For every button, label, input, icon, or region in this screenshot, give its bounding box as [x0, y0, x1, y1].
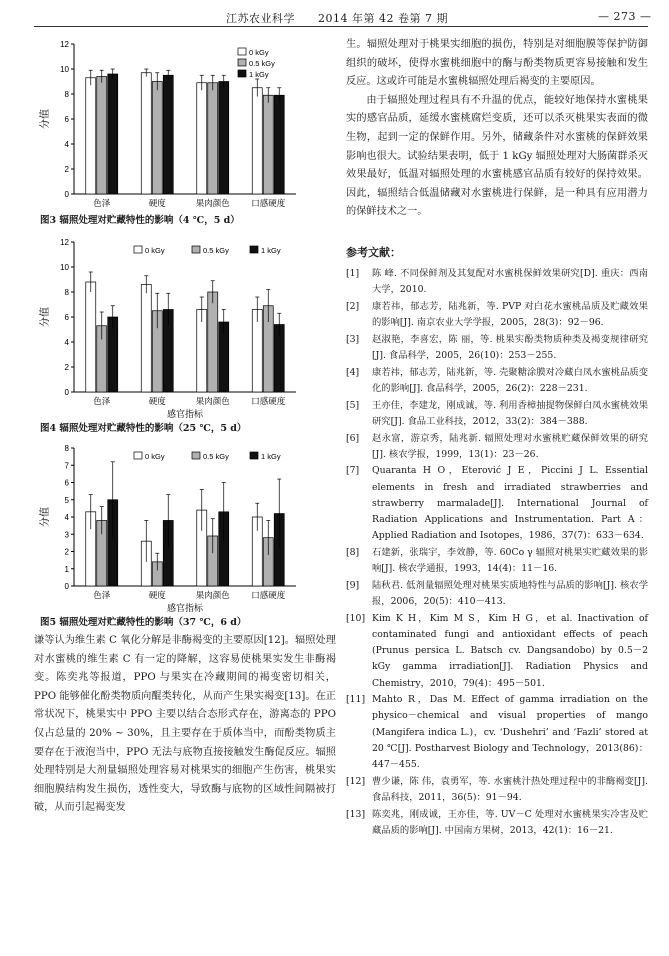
reference-number: [6] — [346, 432, 360, 444]
reference-item — [346, 398, 648, 430]
y-tick-label: 4 — [64, 140, 69, 149]
legend-swatch — [250, 452, 258, 459]
header-rule — [34, 26, 648, 27]
y-tick-label: 8 — [64, 90, 69, 99]
x-axis-label: 感官指标 — [166, 603, 204, 613]
legend-swatch — [134, 452, 142, 459]
figure-3-caption: 图3 辐照处理对贮藏特性的影响（4 ℃，5 d） — [40, 215, 240, 226]
bar — [86, 282, 96, 392]
bar — [208, 292, 218, 392]
y-tick-label: 8 — [64, 444, 69, 453]
reference-text: 赵永富，游京秀，陆兆新. 辐照处理对水蜜桃贮藏保鲜效果的研究[J]. 核农学报，1999，13(1)：23－26. — [372, 432, 648, 460]
bar — [197, 83, 207, 194]
legend-swatch — [238, 59, 246, 66]
x-tick-label: 口感硬度 — [251, 590, 286, 600]
legend-label: 0 kGy — [145, 246, 165, 255]
y-tick-label: 6 — [64, 313, 69, 322]
reference-number: [1] — [346, 268, 360, 279]
figure-3-chart — [34, 36, 336, 212]
figure-3 — [34, 36, 336, 212]
figure-4-chart — [34, 234, 336, 422]
reference-item — [346, 611, 648, 692]
x-tick-label: 硬度 — [148, 590, 166, 600]
legend-label: 0 kGy — [249, 48, 269, 57]
journal-issue: 2014 年第 42 卷第 7 期 — [318, 12, 448, 25]
legend-swatch — [192, 246, 200, 253]
reference-number: [11] — [346, 694, 366, 706]
y-tick-label: 8 — [64, 288, 69, 297]
references-title: 参考文献： — [346, 246, 401, 259]
figure-4 — [34, 234, 336, 422]
y-tick-label: 10 — [60, 65, 69, 74]
y-tick-label: 4 — [64, 338, 69, 347]
legend-label: 0.5 kGy — [203, 246, 229, 255]
reference-text: Quaranta H O，Eterović J E，Piccini J L. Essential elements in fresh and irradiated strawberries and strawberry marmalade[J]. International Journal of Radiation Applications and Instrumentation. Part A：Applied Radiation and Isotopes，1986，37(7)：633－634. — [372, 465, 648, 542]
y-axis-label: 分值 — [40, 507, 51, 527]
reference-item — [346, 266, 648, 298]
legend-label: 1 kGy — [261, 246, 281, 255]
bar — [208, 83, 218, 194]
reference-item — [346, 332, 648, 364]
reference-text: Mahto R，Das M. Effect of gamma irradiation on the physico－chemical and visual properties of mango (Mangifera indica L.)，cv. ‘Dushehri’ and ‘Fazli’ stored at 20 ℃[J]. Postharvest Biology and Technology，2013(86)：447－455. — [372, 694, 648, 771]
body-paragraph: 谦等认为维生素 C 氧化分解是非酶褐变的主要原因[12]。辐照处理对水蜜桃的维生素 C 有一定的降解，这容易使桃果实发生非酶褐变。陈奕兆等报道，PPO 与果实在冷藏期间的褐变密切相关，PPO 能够催化酚类物质向醌类转化，从而产生果实褐变[13]。在正常状况下，桃果实中 PPO 主要以结合态形式存在，游离态的 PPO 仅占总量的 20% ~ 30%，且主要存在于质体当中，而酚类物质主要存在于液泡当中，PPO 无法与底物直接接触发生酶促反应。辐照处理特别是大剂量辐照处理容易对桃果实的细胞产生伤害，桃果实细胞膜结构发生损伤，透性变大，导致酶与底物的区域性间隔被打破，从而引起褐变发 — [34, 635, 336, 814]
y-tick-label: 10 — [60, 263, 69, 272]
x-axis-label: 感官指标 — [166, 409, 204, 419]
reference-text: 曹少谦，陈 伟，袁勇军，等. 水蜜桃汁热处理过程中的非酶褐变[J]. 食品科技，2011，36(5)：91－94. — [372, 775, 648, 803]
legend-label: 0.5 kGy — [203, 452, 229, 461]
right-column-text — [346, 36, 648, 222]
figure-4-caption: 图4 辐照处理对贮藏特性的影响（25 ℃，5 d） — [40, 423, 247, 434]
bar — [97, 77, 107, 195]
reference-item — [346, 545, 648, 577]
legend-label: 1 kGy — [249, 70, 269, 79]
reference-text: 康若祎，郁志芳，陆兆新，等. 壳聚糖涂膜对冷藏白凤水蜜桃品质变化的影响[J]. 食品科学，2005，26(2)：228－231. — [372, 366, 648, 394]
legend-swatch — [238, 70, 246, 77]
y-tick-label: 12 — [60, 40, 69, 49]
y-tick-label: 6 — [64, 115, 69, 124]
reference-item — [346, 463, 648, 544]
bar — [163, 75, 173, 194]
page-number: — 273 — — [598, 10, 652, 23]
figure-5-chart — [34, 440, 336, 616]
x-tick-label: 色泽 — [93, 198, 111, 208]
reference-number: [4] — [346, 366, 360, 378]
bar — [219, 82, 229, 195]
left-column-text — [34, 632, 336, 818]
reference-number: [10] — [346, 612, 366, 624]
reference-text: Kim K H，Kim M S，Kim H G，et al. Inactivation of contaminated fungi and antioxidant effects of peach (Prunus persica L. Batsch cv. Dangsandobo) by 0.5－2 kGy gamma irradiation[J]. Radiation Physics and Chemistry，2010，79(4)：495－501. — [372, 612, 648, 689]
y-tick-label: 4 — [64, 513, 69, 522]
bar — [108, 74, 118, 194]
bar — [141, 73, 151, 194]
reference-number: [8] — [346, 546, 360, 558]
x-tick-label: 硬度 — [148, 198, 166, 208]
y-tick-label: 5 — [64, 495, 69, 505]
reference-number: [3] — [346, 333, 360, 345]
reference-text: 赵淑艳，李喜宏，陈 丽，等. 桃果实酚类物质种类及褐变规律研究[J]. 食品科学，2005，26(10)：253－255. — [372, 333, 648, 362]
reference-item — [346, 299, 648, 331]
bar — [141, 285, 151, 393]
x-tick-label: 口感硬度 — [251, 396, 286, 406]
reference-item — [346, 365, 648, 397]
x-tick-label: 果肉颜色 — [195, 198, 230, 208]
y-axis-label: 分值 — [40, 307, 51, 327]
reference-item — [346, 431, 648, 463]
x-tick-label: 果肉颜色 — [195, 590, 230, 600]
body-paragraph: 生。辐照处理对于桃果实细胞的损伤，特别是对细胞膜等保护防御组织的破坏，使得水蜜桃细胞中的酶与酚类物质更容易接触和发生反应。这或许可能是水蜜桃辐照处理后褐变的主要原因。 — [346, 39, 648, 88]
bar — [152, 82, 162, 195]
y-tick-label: 2 — [64, 363, 69, 372]
y-tick-label: 0 — [64, 190, 69, 199]
legend-label: 0 kGy — [145, 452, 165, 461]
x-tick-label: 果肉颜色 — [195, 396, 230, 406]
y-tick-label: 3 — [64, 530, 69, 540]
reference-number: [7] — [346, 465, 360, 477]
legend-swatch — [238, 48, 246, 55]
reference-text: 康若祎，郁志芳，陆兆新，等. PVP 对白花水蜜桃品质及贮藏效果的影响[J]. 南京农业大学学报，2005，28(3)：92－96. — [372, 300, 648, 329]
figure-5-caption: 图5 辐照处理对贮藏特性的影响（37 ℃，6 d） — [40, 617, 247, 628]
reference-number: [9] — [346, 579, 360, 591]
y-tick-label: 7 — [64, 461, 69, 471]
journal-name: 江苏农业科学 — [226, 12, 295, 25]
reference-number: [12] — [346, 775, 366, 787]
reference-item — [346, 692, 648, 773]
reference-text: 石建新，张瑞宇，李效静，等. 60Co γ 辐照对桃果实贮藏效果的影响[J]. 核农学通报，1993，14(4)：11－16. — [372, 546, 648, 575]
bar — [86, 78, 96, 194]
legend-swatch — [250, 246, 258, 253]
legend-swatch — [134, 246, 142, 253]
y-tick-label: 1 — [64, 564, 69, 574]
reference-number: [2] — [346, 300, 360, 312]
bar — [263, 95, 273, 194]
legend-label: 1 kGy — [261, 452, 281, 461]
legend-swatch — [192, 452, 200, 459]
reference-item — [346, 807, 648, 839]
reference-text: 王亦佳，李建龙，刚成诚，等. 利用香樟抽提物保鲜白凤水蜜桃效果研究[J]. 食品工业科技，2012，33(2)：384－388. — [372, 399, 648, 427]
x-tick-label: 硬度 — [148, 396, 166, 406]
y-tick-label: 6 — [64, 478, 69, 488]
reference-text: 陆秋君. 低剂量辐照处理对桃果实质地特性与品质的影响[J]. 核农学报，2006，20(5)：410－413. — [372, 579, 648, 608]
reference-text: 陈 峰. 不同保鲜剂及其复配对水蜜桃保鲜效果研究[D]. 重庆：西南大学，2010. — [372, 268, 648, 296]
reference-number: [13] — [346, 808, 366, 820]
reference-number: [5] — [346, 399, 360, 411]
bar — [252, 88, 262, 194]
y-tick-label: 0 — [64, 388, 69, 397]
x-tick-label: 口感硬度 — [251, 198, 286, 208]
bar — [274, 95, 284, 194]
x-tick-label: 色泽 — [93, 590, 111, 600]
y-tick-label: 2 — [64, 547, 69, 557]
y-tick-label: 12 — [60, 238, 69, 247]
x-tick-label: 色泽 — [93, 396, 111, 406]
body-paragraph: 由于辐照处理过程具有不升温的优点，能较好地保持水蜜桃果实的感官品质，延缓水蜜桃腐烂变质，还可以杀灭桃果实表面的微生物，起到一定的保鲜作用。另外，储藏条件对水蜜桃的保鲜效果影响也很大。试验结果表明，低于 1 kGy 辐照处理对大肠菌群杀灭效果最好，低温对辐照处理的水蜜桃感官品质有较好的保持效果。因此，辐照结合低温储藏对水蜜桃进行保鲜，是一种具有应用潜力的保鲜技术之一。 — [346, 94, 648, 218]
reference-item — [346, 578, 648, 610]
y-tick-label: 2 — [64, 165, 69, 174]
reference-item — [346, 774, 648, 806]
y-tick-label: 0 — [64, 582, 69, 591]
legend-label: 0.5 kGy — [249, 59, 275, 68]
references-list — [346, 266, 648, 840]
reference-text: 陈奕兆，刚成诚，王亦佳，等. UV－C 处理对水蜜桃果实冷害及贮藏品质的影响[J]. 中国南方果树，2013，42(1)：16－21. — [372, 808, 648, 836]
y-axis-label: 分值 — [40, 109, 51, 129]
figure-5 — [34, 440, 336, 616]
